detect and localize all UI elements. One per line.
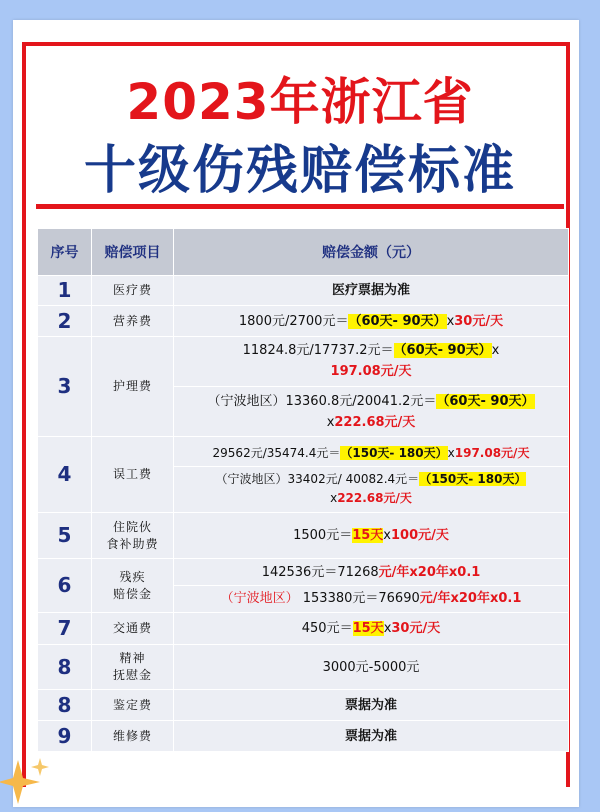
row-number: 8 (38, 690, 92, 721)
row-number: 9 (38, 721, 92, 752)
row-item: 维修费 (92, 721, 174, 752)
amount-line (174, 560, 568, 585)
row-item: 营养费 (92, 306, 174, 337)
daily-rate: 30元/天 (454, 313, 504, 329)
row-amount (174, 559, 569, 613)
star-sparkle-icon (0, 752, 56, 812)
row-item-line: 住院伙 (112, 519, 152, 534)
daily-rate: 222.68元/天 (334, 415, 416, 430)
row-item (92, 559, 174, 613)
table-row (38, 613, 569, 645)
header-item: 赔偿项目 (92, 229, 174, 276)
daily-rate: 30元/天 (391, 621, 441, 636)
red-frame-top (22, 42, 570, 46)
table-row (38, 276, 569, 306)
row-amount: 3000元-5000元 (174, 645, 569, 690)
table-header-row (38, 229, 569, 276)
highlight-days: 15天 (352, 621, 384, 636)
amount-line (174, 466, 568, 510)
row-number: 4 (38, 437, 92, 513)
compensation-table (37, 228, 569, 752)
row-amount (174, 613, 569, 645)
row-item (92, 513, 174, 559)
row-number: 6 (38, 559, 92, 613)
row-item-line: 赔偿金 (112, 586, 152, 601)
title-divider (36, 204, 564, 209)
amount-formula: 29562元/35474.4元＝ (212, 445, 341, 460)
row-item: 误工费 (92, 437, 174, 513)
multiply-sign: x (383, 528, 391, 543)
daily-rate: 197.08元/天 (330, 364, 412, 379)
row-amount: 医疗票据为准 (174, 276, 569, 306)
row-item-line: 残疾 (119, 569, 146, 584)
highlight-days: （60天- 90天） (436, 394, 535, 409)
row-amount (174, 337, 569, 437)
row-item-line: 精神 (119, 651, 146, 665)
daily-rate: 197.08元/天 (454, 445, 530, 460)
row-number: 5 (38, 513, 92, 559)
row-item: 护理费 (92, 337, 174, 437)
row-amount (174, 513, 569, 559)
highlight-days: 15天 (352, 528, 384, 543)
amount-formula: 11824.8元/17737.2元＝ (242, 343, 394, 358)
amount-formula: （宁波地区）33402元/ 40082.4元＝ (215, 471, 420, 486)
amount-formula: 450元＝ (301, 621, 353, 636)
row-number: 8 (38, 645, 92, 690)
multiply-sign: x (383, 621, 392, 636)
row-amount: 票据为准 (174, 721, 569, 752)
table-row (38, 559, 569, 613)
highlight-days: （60天- 90天） (393, 343, 492, 358)
amount-line (174, 585, 568, 611)
table-row (38, 306, 569, 337)
amount-formula: 1800元/2700元＝ (238, 313, 349, 329)
amount-line (174, 440, 568, 466)
amount-line (174, 337, 568, 386)
multiply-sign: x (330, 490, 338, 505)
multiply-sign: x (446, 313, 455, 329)
table-row (38, 721, 569, 752)
row-number: 3 (38, 337, 92, 437)
page-title: 2023年浙江省 (126, 73, 474, 131)
row-item: 鉴定费 (92, 690, 174, 721)
table-row (38, 437, 569, 513)
row-amount: 票据为准 (174, 690, 569, 721)
amount-line (174, 386, 568, 436)
table-row (38, 513, 569, 559)
row-item (92, 645, 174, 690)
multiply-sign: x (447, 445, 455, 460)
row-amount (174, 437, 569, 513)
row-item-line: 抚慰金 (112, 668, 152, 682)
multiply-sign: x (491, 343, 500, 358)
page-subtitle: 十级伤残赔偿标准 (83, 141, 516, 201)
highlight-days: （150天- 180天） (340, 445, 448, 460)
header-number: 序号 (38, 229, 92, 276)
table-row (38, 337, 569, 437)
highlight-days: （60天- 90天） (348, 313, 447, 329)
header-amount: 赔偿金额（元） (174, 229, 569, 276)
amount-formula: 142536元＝71268 (261, 565, 379, 580)
amount-formula: （宁波地区）13360.8元/20041.2元＝ (207, 394, 437, 409)
row-number: 2 (38, 306, 92, 337)
row-item: 医疗费 (92, 276, 174, 306)
row-amount (174, 306, 569, 337)
region-label: （宁波地区） (220, 591, 299, 606)
daily-rate: 222.68元/天 (337, 490, 412, 505)
multiply-sign: x (326, 415, 335, 430)
amount-formula: 1500元＝ (293, 528, 353, 543)
row-number: 1 (38, 276, 92, 306)
table-row (38, 645, 569, 690)
table-row (38, 690, 569, 721)
row-item-line: 食补助费 (106, 536, 159, 551)
highlight-days: （150天- 180天） (419, 471, 527, 486)
annual-rate: 元/年x20年x0.1 (419, 591, 522, 606)
amount-formula: 153380元＝76690 (302, 591, 420, 606)
daily-rate: 100元/天 (391, 528, 449, 543)
row-number: 7 (38, 613, 92, 645)
row-item: 交通费 (92, 613, 174, 645)
annual-rate: 元/年x20年x0.1 (378, 565, 481, 580)
